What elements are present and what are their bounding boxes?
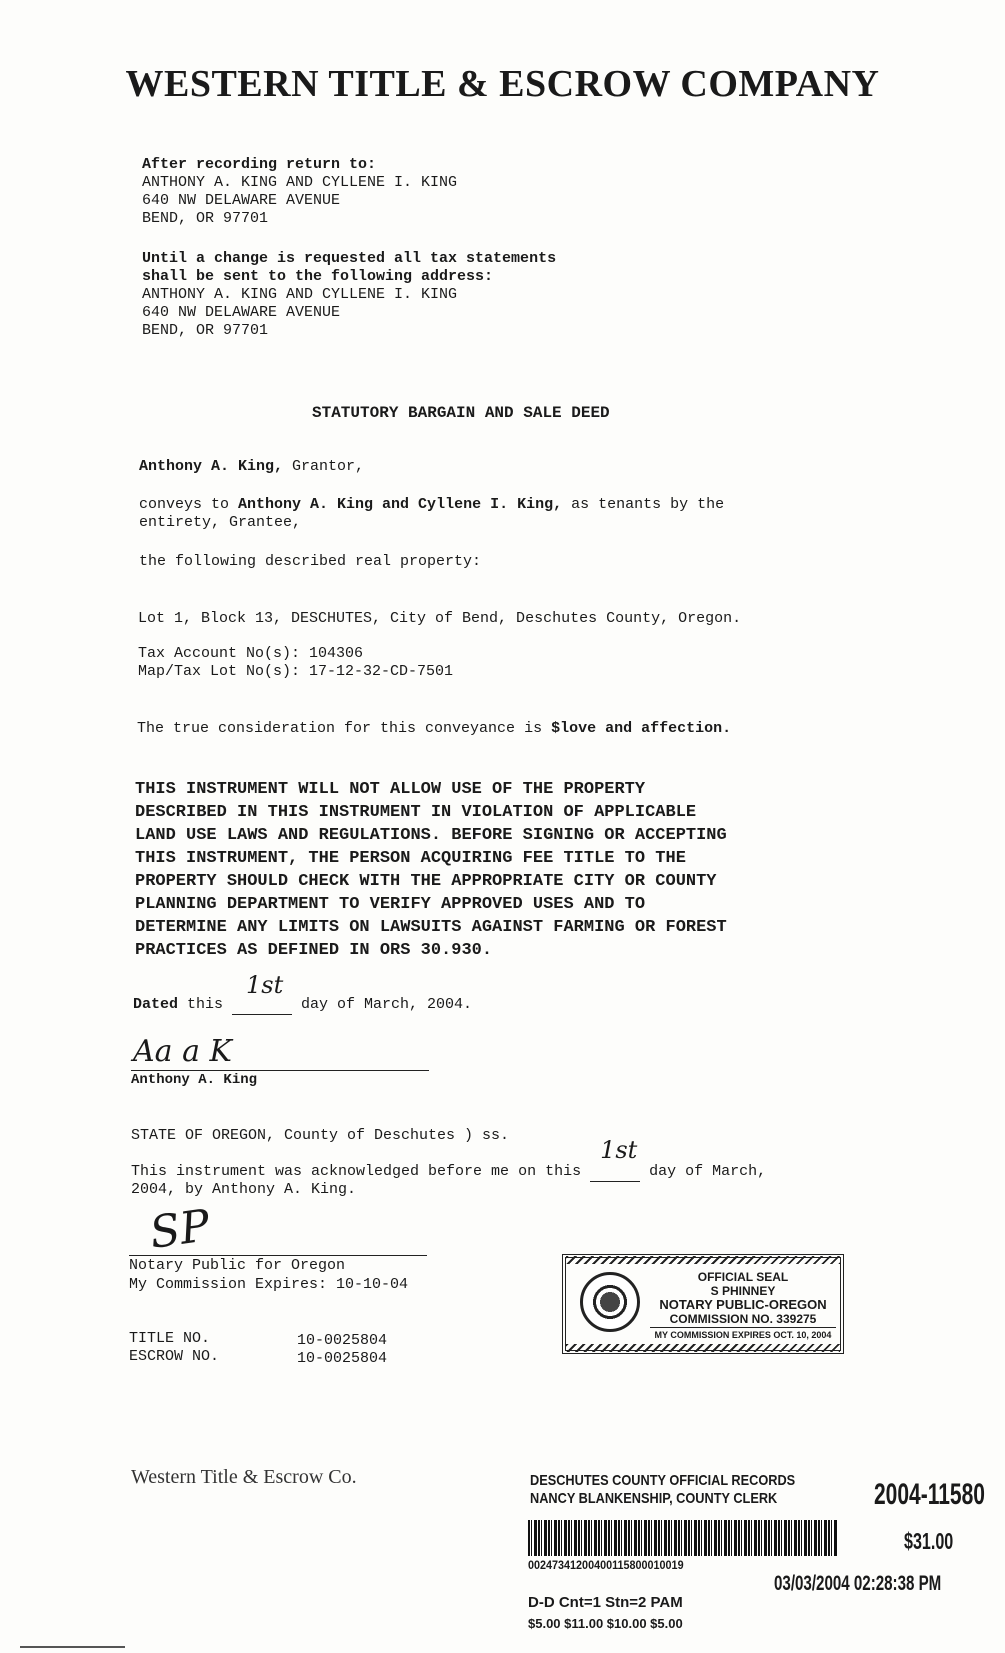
grantor-role: Grantor, xyxy=(283,458,365,475)
warning-line: LAND USE LAWS AND REGULATIONS. BEFORE SIGNING OR ACCEPTING xyxy=(135,826,727,845)
warning-line: DESCRIBED IN THIS INSTRUMENT IN VIOLATION OF APPLICABLE xyxy=(135,803,697,822)
return-street: 640 NW DELAWARE AVENUE xyxy=(142,192,341,209)
consideration-text: The true consideration for this conveyance is xyxy=(137,720,552,737)
escrow-no-label: ESCROW NO. xyxy=(129,1348,220,1365)
seal-bottom-border xyxy=(566,1344,840,1352)
scan-edge-mark xyxy=(20,1646,125,1648)
dated-line xyxy=(133,971,473,1015)
return-heading: After recording return to: xyxy=(142,156,377,173)
seal-line-2: S PHINNEY xyxy=(710,1284,776,1298)
warning-line: THIS INSTRUMENT, THE PERSON ACQUIRING FEE TITLE TO THE xyxy=(135,849,686,868)
seal-text xyxy=(650,1270,836,1342)
dated-day-blank xyxy=(232,971,292,1015)
county-clerk: NANCY BLANKENSHIP, COUNTY CLERK xyxy=(530,1490,778,1507)
return-address-block xyxy=(142,156,457,228)
warning-line: PROPERTY SHOULD CHECK WITH THE APPROPRIATE CITY OR COUNTY xyxy=(135,872,717,891)
barcode-digits: 00247341200400115800010019 xyxy=(528,1558,684,1572)
recording-office: DESCHUTES COUNTY OFFICIAL RECORDS xyxy=(530,1472,796,1489)
dated-post: day of March, 2004. xyxy=(292,996,473,1013)
tax-address-block xyxy=(142,250,556,340)
grantor-printed-name: Anthony A. King xyxy=(131,1072,258,1088)
grantor-name: Anthony A. King, xyxy=(139,458,284,475)
conveys-line-2: entirety, Grantee, xyxy=(139,514,302,531)
property-intro: the following described real property: xyxy=(139,553,482,570)
consideration-line xyxy=(137,720,731,738)
ack-day-handwriting: 1st xyxy=(600,1136,638,1164)
recording-timestamp: 03/03/2004 02:28:38 PM xyxy=(774,1572,942,1595)
return-city: BEND, OR 97701 xyxy=(142,210,269,227)
seal-line-3: NOTARY PUBLIC-OREGON xyxy=(659,1297,827,1312)
acknowledgment-line-2: 2004, by Anthony A. King. xyxy=(131,1181,357,1198)
tax-street: 640 NW DELAWARE AVENUE xyxy=(142,304,341,321)
tax-account: Tax Account No(s): 104306 xyxy=(138,645,364,662)
grantee-names: Anthony A. King and Cyllene I. King, xyxy=(238,496,563,513)
notary-signature: SP xyxy=(146,1200,214,1259)
recording-codes: D-D Cnt=1 Stn=2 PAM xyxy=(528,1594,683,1611)
notary-title: Notary Public for Oregon xyxy=(129,1257,346,1274)
state-seal-emblem xyxy=(580,1272,640,1332)
document-number: 2004-11580 xyxy=(874,1478,985,1511)
warning-line: PRACTICES AS DEFINED IN ORS 30.930. xyxy=(135,941,493,960)
seal-line-4: COMMISSION NO. 339275 xyxy=(669,1312,817,1326)
company-name: WESTERN TITLE & ESCROW COMPANY xyxy=(125,63,880,105)
notary-commission: My Commission Expires: 10-10-04 xyxy=(129,1276,409,1293)
title-no-label: TITLE NO. xyxy=(129,1330,211,1347)
seal-top-border xyxy=(566,1256,840,1264)
dated-pre: this xyxy=(178,996,233,1013)
warning-line: PLANNING DEPARTMENT TO VERIFY APPROVED USES AND TO xyxy=(135,895,646,914)
recording-barcode xyxy=(528,1520,838,1556)
land-use-warning xyxy=(135,778,727,962)
state-county-line: STATE OF OREGON, County of Deschutes ) ss. xyxy=(131,1127,510,1144)
notary-seal xyxy=(562,1254,844,1354)
recording-amounts: $5.00 $11.00 $10.00 $5.00 xyxy=(528,1616,683,1631)
escrow-no-value: 10-0025804 xyxy=(297,1350,388,1367)
consideration-value: $love and affection. xyxy=(551,720,732,737)
recording-fee: $31.00 xyxy=(904,1528,954,1554)
tax-heading-2: shall be sent to the following address: xyxy=(142,268,494,285)
conveys-line xyxy=(139,496,724,514)
tax-heading-1: Until a change is requested all tax statements xyxy=(142,250,557,267)
ack-day-blank xyxy=(590,1136,640,1182)
ack-pre: This instrument was acknowledged before me on this xyxy=(131,1163,582,1180)
warning-line: THIS INSTRUMENT WILL NOT ALLOW USE OF THE PROPERTY xyxy=(135,780,646,799)
notary-signature-line xyxy=(129,1255,427,1256)
title-no-value: 10-0025804 xyxy=(297,1332,388,1349)
warning-line: DETERMINE ANY LIMITS ON LAWSUITS AGAINST FARMING OR FOREST xyxy=(135,918,727,937)
ack-post: day of March, xyxy=(649,1163,767,1180)
legal-description: Lot 1, Block 13, DESCHUTES, City of Bend, Deschutes County, Oregon. xyxy=(138,610,742,627)
dated-label: Dated xyxy=(133,996,179,1013)
return-name: ANTHONY A. KING AND CYLLENE I. KING xyxy=(142,174,458,191)
conveys-post: as tenants by the xyxy=(562,496,725,513)
tax-city: BEND, OR 97701 xyxy=(142,322,269,339)
seal-line-1: OFFICIAL SEAL xyxy=(697,1270,789,1284)
acknowledgment-line-1 xyxy=(131,1136,767,1182)
deed-title: STATUTORY BARGAIN AND SALE DEED xyxy=(312,404,610,422)
grantor-signature: Aa a K xyxy=(133,1034,232,1069)
seal-line-5: MY COMMISSION EXPIRES OCT. 10, 2004 xyxy=(650,1327,836,1342)
dated-day-handwriting: 1st xyxy=(246,971,284,999)
western-title-stamp: Western Title & Escrow Co. xyxy=(131,1466,357,1488)
grantor-line xyxy=(139,458,364,476)
conveys-pre: conveys to xyxy=(139,496,239,513)
map-tax-lot: Map/Tax Lot No(s): 17-12-32-CD-7501 xyxy=(138,663,454,680)
tax-name: ANTHONY A. KING AND CYLLENE I. KING xyxy=(142,286,458,303)
